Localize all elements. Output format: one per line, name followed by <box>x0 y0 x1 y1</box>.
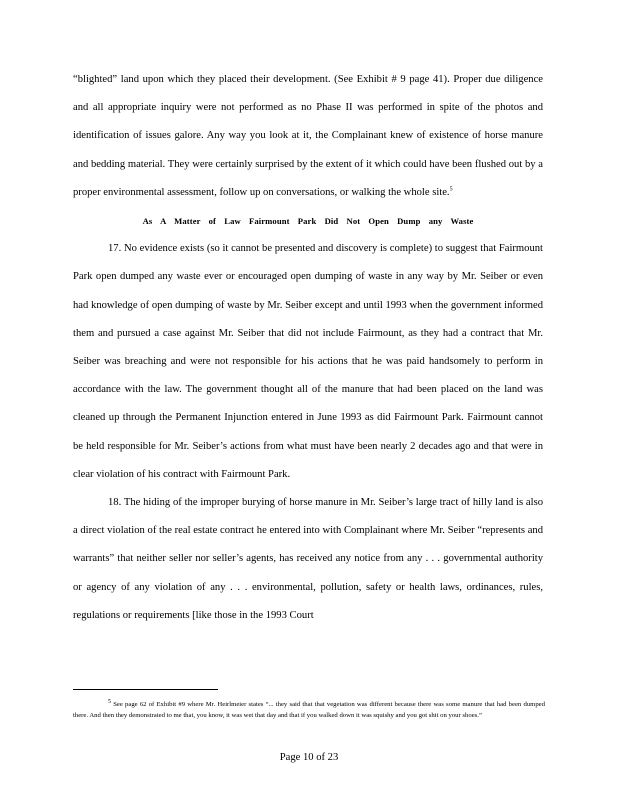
footnote-reference: 5 <box>449 186 453 193</box>
paragraph-continuation <box>73 66 543 207</box>
paragraph-continuation-text: “blighted” land upon which they placed their development. (See Exhibit # 9 page 41). Proper due diligence and all appropriate inquiry were not performed as no Phase II was performed in spite of the photos and identification of issues galore. Any way you look at it, the Complainant knew of existence of horse manure and bedding material. They were certainly surprised by the extent of it which could have been flushed out by a proper environmental assessment, follow up on conversations, or walking the whole site. <box>73 74 543 198</box>
footnote <box>73 700 545 721</box>
section-heading: As A Matter of Law Fairmount Park Did Not Open Dump any Waste <box>142 216 474 227</box>
paragraph-18: 18. The hiding of the improper burying of horse manure in Mr. Seiber’s large tract of hilly land is also a direct violation of the real estate contract he entered into with Complainant where Mr. Seiber “represents and warrants” that neither seller nor seller’s agents, has received any notice from any . . . governmental authority or agency of any violation of any . . . environmental, pollution, safety or health laws, ordinances, rules, regulations or requirements [like those in the 1993 Court <box>73 497 543 621</box>
footnote-marker: 5 <box>108 698 111 705</box>
footnote-text: See page 62 of Exhibit #9 where Mr. Heirlmeier states “... they said that that vegetation was different because there was some manure that had been dumped there. And then they demonstrated to me that, you know, it was wet that day and that if you walked down it was squishy and you got shit on your shoes.” <box>73 701 545 719</box>
paragraph-17: 17. No evidence exists (so it cannot be presented and discovery is complete) to suggest that Fairmount Park open dumped any waste ever or encouraged open dumping of waste in any way by Mr. Seiber or even had knowledge of open dumping of waste by Mr. Seiber except and until 1993 when the government informed them and pursued a case against Mr. Seiber that did not include Fairmount, as they had a contract that Mr. Seiber was breaching and were not responsible for his actions that he was paid handsomely to perform in accordance with the law. The government thought all of the manure that had been placed on the land was cleaned up through the Permanent Injunction entered in June 1993 as did Fairmount Park. Fairmount cannot be held responsible for Mr. Seiber’s actions from what must have been nearly 2 decades ago and that were in clear violation of his contract with Fairmount Park. <box>73 243 543 480</box>
page-number: Page 10 of 23 <box>279 752 339 763</box>
body-text <box>73 66 543 630</box>
footnote-separator <box>73 689 218 690</box>
footnote-body <box>73 700 545 721</box>
